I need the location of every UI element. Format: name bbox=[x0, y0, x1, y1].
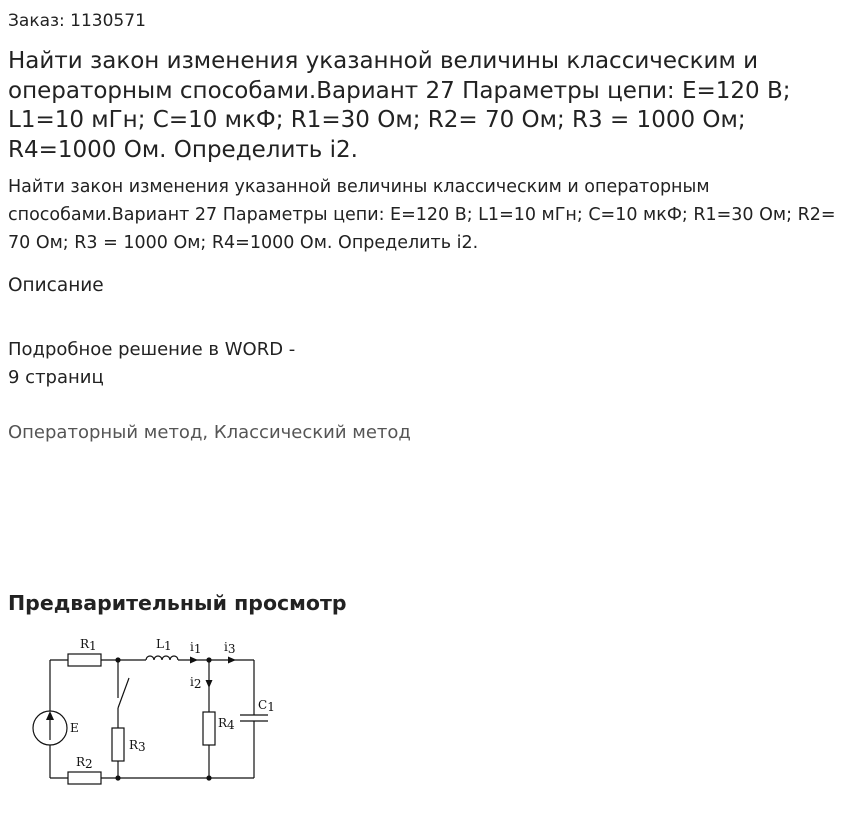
label-l1: L bbox=[156, 637, 164, 651]
svg-text:i2 bbox=[190, 675, 201, 691]
label-i2-sub: 2 bbox=[193, 677, 202, 691]
switch-blade bbox=[118, 678, 129, 708]
description-text bbox=[8, 336, 338, 392]
label-r2: R bbox=[76, 755, 86, 769]
node-bottom-r4 bbox=[206, 775, 211, 780]
svg-text:i3 bbox=[224, 640, 235, 656]
tag-classic-method[interactable]: Классический метод bbox=[213, 422, 411, 443]
tag-separator: , bbox=[202, 422, 214, 443]
resistor-r4 bbox=[203, 712, 215, 745]
svg-text:i1 bbox=[190, 640, 201, 656]
task-lead: Найти закон изменения указанной величины классическим и операторным способами.Вариант 27 Параметры цепи: E=120 В; L1=10 мГн; C=10 мкФ; R1=30 Ом; R2= 70 Ом; R3 = 1000 Ом; R4=1000 Ом. Определить i2. bbox=[8, 177, 836, 253]
svg-text:C1 bbox=[258, 698, 275, 714]
svg-text:R2 bbox=[76, 755, 93, 771]
svg-text:R3 bbox=[129, 738, 146, 754]
label-l1-sub: 1 bbox=[163, 639, 172, 653]
label-r3-sub: 3 bbox=[138, 740, 146, 754]
label-r2-sub: 2 bbox=[85, 757, 93, 771]
label-i1: i bbox=[190, 640, 194, 654]
label-r4: R bbox=[218, 716, 228, 730]
label-i3-sub: 3 bbox=[227, 642, 236, 656]
label-c1-sub: 1 bbox=[267, 700, 275, 714]
inductor-l1 bbox=[146, 656, 178, 660]
svg-text:L1 bbox=[156, 637, 172, 653]
description-label: Описание bbox=[8, 275, 104, 296]
task-title: Найти закон изменения указанной величины классическим и операторным способами.Вариант 27 Параметры цепи: E=120 В; L1=10 мГн; C=10 мкФ; R1=30 Ом; R2= 70 Ом; R3 = 1000 Ом; R4=1000 Ом. Определить i2. bbox=[8, 48, 791, 163]
label-e: E bbox=[70, 721, 79, 735]
label-r1: R bbox=[80, 637, 90, 651]
circuit-diagram-image bbox=[22, 630, 282, 795]
label-i2: i bbox=[190, 675, 194, 689]
tag-list bbox=[8, 421, 411, 445]
node-bottom-switch bbox=[115, 775, 120, 780]
svg-text:E bbox=[70, 721, 79, 735]
source-arrow-head bbox=[46, 711, 54, 720]
label-i1-sub: 1 bbox=[193, 642, 202, 656]
arrow-i3 bbox=[228, 657, 236, 664]
arrow-i2 bbox=[206, 680, 213, 688]
preview-heading: Предварительный просмотр bbox=[8, 591, 347, 615]
label-r4-sub: 4 bbox=[227, 718, 235, 732]
label-i3: i bbox=[224, 640, 228, 654]
node-top-r4 bbox=[206, 657, 211, 662]
resistor-r1 bbox=[68, 654, 101, 666]
order-number: Заказ: 1130571 bbox=[8, 11, 146, 31]
resistor-r3 bbox=[112, 728, 124, 761]
description-line-2: 9 страниц bbox=[8, 367, 104, 388]
svg-text:R1 bbox=[80, 637, 97, 653]
label-r3: R bbox=[129, 738, 139, 752]
description-line-1: Подробное решение в WORD - bbox=[8, 339, 296, 360]
tag-operator-method[interactable]: Операторный метод bbox=[8, 422, 203, 443]
svg-text:R4 bbox=[218, 716, 235, 732]
label-c1: C bbox=[258, 698, 268, 712]
node-top-switch bbox=[115, 657, 120, 662]
arrow-i1 bbox=[190, 657, 198, 664]
resistor-r2 bbox=[68, 772, 101, 784]
label-r1-sub: 1 bbox=[89, 639, 97, 653]
